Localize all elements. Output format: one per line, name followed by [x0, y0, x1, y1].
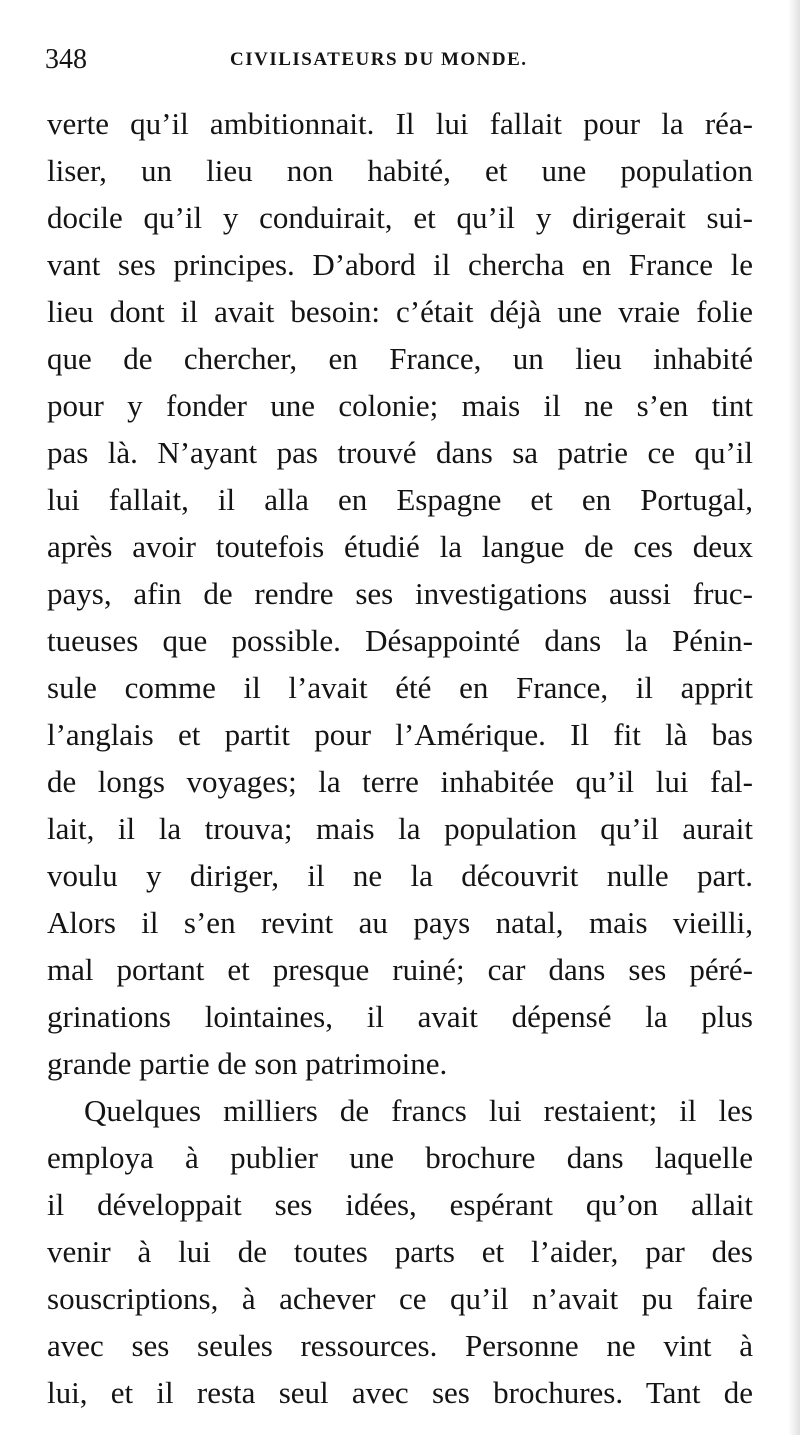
running-head: CIVILISATEURS DU MONDE.: [230, 49, 528, 70]
text-line: lui fallait, il alla en Espagne et en Portugal,: [47, 482, 753, 517]
text-line: avec ses seules ressources. Personne ne vint à: [47, 1328, 753, 1363]
text-line: lieu dont il avait besoin: c’était déjà une vraie folie: [47, 294, 753, 329]
text-line: l’anglais et partit pour l’Amérique. Il fit là bas: [47, 717, 753, 752]
text-line: Quelques milliers de francs lui restaient; il les: [84, 1093, 753, 1128]
text-line: vant ses principes. D’abord il chercha en France le: [47, 247, 753, 282]
body-text: [47, 100, 753, 1416]
text-line: Alors il s’en revint au pays natal, mais vieilli,: [47, 905, 753, 940]
text-line: il développait ses idées, espérant qu’on allait: [47, 1187, 753, 1222]
text-line: voulu y diriger, il ne la découvrit nulle part.: [47, 858, 753, 893]
text-line: tueuses que possible. Désappointé dans la Pénin-: [47, 623, 753, 658]
text-line: grande partie de son patrimoine.: [47, 1046, 448, 1081]
text-line: pour y fonder une colonie; mais il ne s’en tint: [47, 388, 753, 423]
text-line: verte qu’il ambitionnait. Il lui fallait pour la réa-: [47, 106, 753, 141]
paragraph-1: [47, 100, 753, 1087]
page-header: [0, 40, 800, 80]
text-line: mal portant et presque ruiné; car dans ses péré-: [47, 952, 753, 987]
text-line: pas là. N’ayant pas trouvé dans sa patrie ce qu’il: [47, 435, 753, 470]
text-line: que de chercher, en France, un lieu inhabité: [47, 341, 753, 376]
text-line: docile qu’il y conduirait, et qu’il y dirigerait sui-: [47, 200, 753, 235]
text-line: employa à publier une brochure dans laquelle: [47, 1140, 753, 1175]
text-line: après avoir toutefois étudié la langue de ces deux: [47, 529, 753, 564]
page-number: 348: [45, 44, 87, 75]
page-edge-shadow: [788, 0, 800, 1435]
text-line: de longs voyages; la terre inhabitée qu’il lui fal-: [47, 764, 753, 799]
text-line: venir à lui de toutes parts et l’aider, par des: [47, 1234, 753, 1269]
text-line: pays, afin de rendre ses investigations aussi fruc-: [47, 576, 753, 611]
text-line: grinations lointaines, il avait dépensé la plus: [47, 999, 753, 1034]
text-line: sule comme il l’avait été en France, il apprit: [47, 670, 753, 705]
text-line: lui, et il resta seul avec ses brochures. Tant de: [47, 1375, 753, 1410]
paragraph-2: [47, 1087, 753, 1416]
text-line: liser, un lieu non habité, et une population: [47, 153, 753, 188]
text-line: lait, il la trouva; mais la population qu’il aurait: [47, 811, 753, 846]
text-line: souscriptions, à achever ce qu’il n’avait pu faire: [47, 1281, 753, 1316]
